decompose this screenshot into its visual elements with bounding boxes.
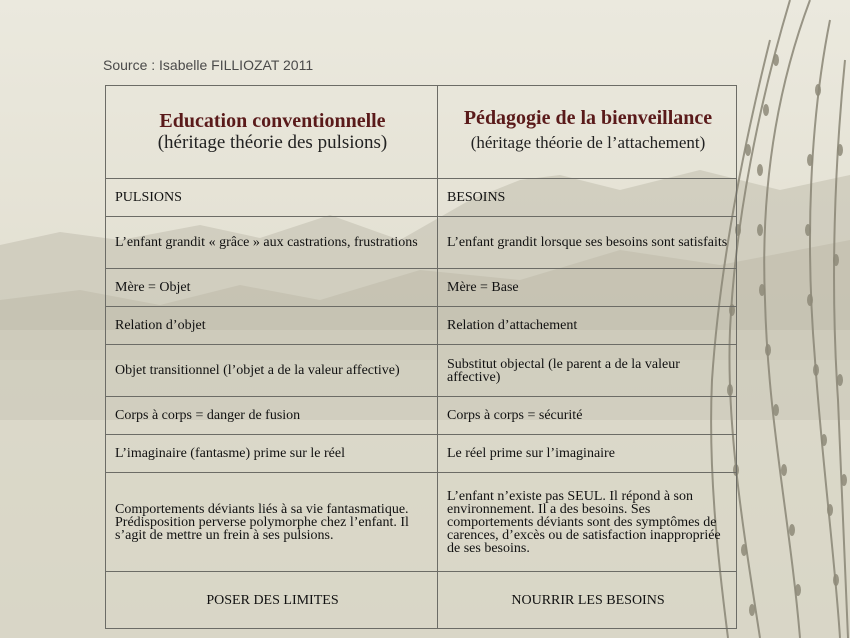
- cell-right: Le réel prime sur l’imaginaire: [438, 435, 737, 473]
- cell-right: L’enfant n’existe pas SEUL. Il répond à son environnement. Il a des besoins. Ses comportements déviants sont des symptômes de carences, d’excès ou de satisfaction inappropriée de ses besoins.: [438, 473, 737, 572]
- cell-right: L’enfant grandit lorsque ses besoins sont satisfaits: [438, 217, 737, 269]
- header-left: [106, 86, 438, 179]
- table-row: [106, 179, 737, 217]
- cell-left: PULSIONS: [106, 179, 438, 217]
- comparison-table: [105, 85, 737, 629]
- table-row: [106, 435, 737, 473]
- table-row: [106, 269, 737, 307]
- cell-right: BESOINS: [438, 179, 737, 217]
- cell-left: L’enfant grandit « grâce » aux castrations, frustrations: [106, 217, 438, 269]
- cell-right: Substitut objectal (le parent a de la valeur affective): [438, 345, 737, 397]
- table-row: [106, 217, 737, 269]
- cell-left: Corps à corps = danger de fusion: [106, 397, 438, 435]
- cell-left: Comportements déviants liés à sa vie fantasmatique. Prédisposition perverse polymorphe chez l’enfant. Il s’agit de mettre un frein à ses pulsions.: [106, 473, 438, 572]
- cell-left: Objet transitionnel (l’objet a de la valeur affective): [106, 345, 438, 397]
- cell-right: Relation d’attachement: [438, 307, 737, 345]
- cell-left: Mère = Objet: [106, 269, 438, 307]
- table-row: [106, 473, 737, 572]
- header-right-subtitle: (héritage théorie de l’attachement): [470, 133, 706, 152]
- cell-left: L’imaginaire (fantasme) prime sur le réel: [106, 435, 438, 473]
- header-left-subtitle: (héritage théorie des pulsions): [157, 132, 388, 153]
- table-footer-row: [106, 572, 737, 629]
- footer-left: POSER DES LIMITES: [106, 572, 438, 629]
- table-row: [106, 307, 737, 345]
- header-right: [438, 86, 737, 179]
- header-left-title: Education conventionnelle: [159, 110, 386, 132]
- cell-left: Relation d’objet: [106, 307, 438, 345]
- footer-right: NOURRIR LES BESOINS: [438, 572, 737, 629]
- cell-right: Mère = Base: [438, 269, 737, 307]
- cell-right: Corps à corps = sécurité: [438, 397, 737, 435]
- table-row: [106, 397, 737, 435]
- table-row: [106, 345, 737, 397]
- header-right-title: Pédagogie de la bienveillance: [463, 107, 713, 129]
- source-caption: Source : Isabelle FILLIOZAT 2011: [103, 57, 314, 73]
- table-header-row: [106, 86, 737, 179]
